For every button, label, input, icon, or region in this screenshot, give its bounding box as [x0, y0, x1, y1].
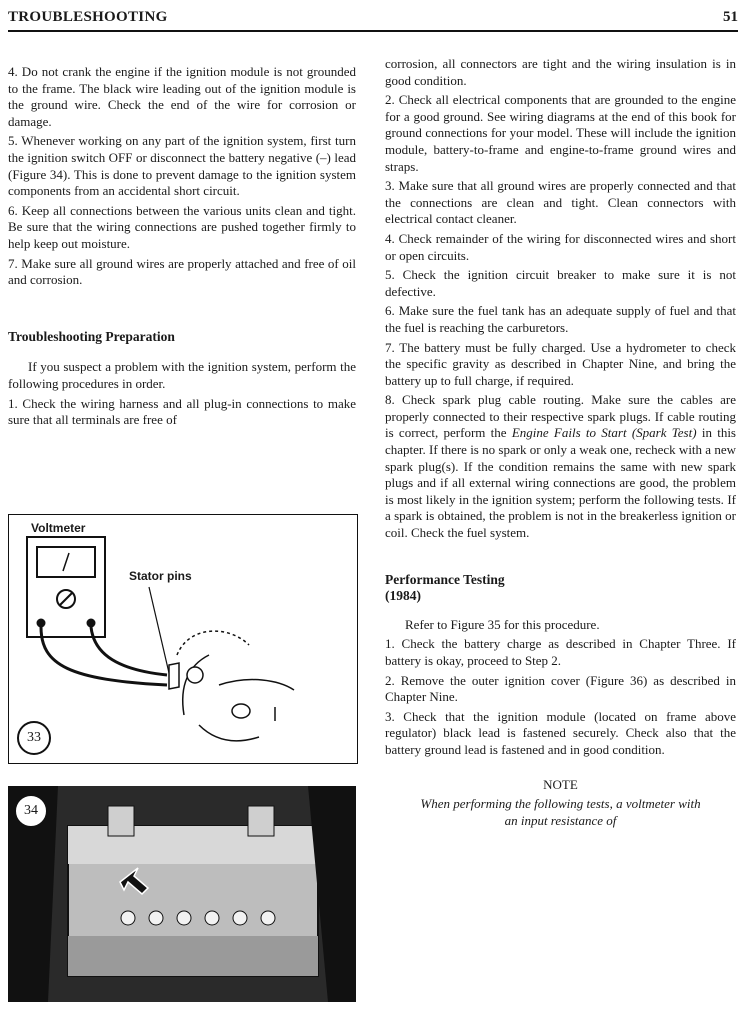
paragraph-prep-step-4: 4. Check remainder of the wiring for disconnected wires and short or open circuits. — [385, 230, 736, 263]
voltmeter-label: Voltmeter — [31, 521, 86, 535]
right-column — [385, 56, 736, 832]
paragraph-prep-step-1: 1. Check the wiring harness and all plug-in connections to make sure that all terminals are free of — [8, 395, 356, 428]
voltmeter-drawing — [9, 515, 357, 763]
paragraph-step-6: 6. Keep all connections between the various units clean and tight. Be sure that the wiring connections are pushed together firmly to help keep out moisture. — [8, 202, 356, 251]
paragraph-prep-step-3: 3. Make sure that all ground wires are properly connected and that the connections are clean and tight. Clean connectors with electrical contact cleaner. — [385, 178, 736, 227]
section-heading-performance — [385, 572, 736, 605]
paragraph-step-7: 7. Make sure all ground wires are properly attached and free of oil and corrosion. — [8, 255, 356, 288]
performance-heading-line-1: Performance Testing — [385, 571, 505, 587]
figure-33-voltmeter-diagram — [8, 514, 358, 764]
paragraph-prep-step-8 — [385, 392, 736, 541]
paragraph-step-5: 5. Whenever working on any part of the ignition system, first turn the ignition switch OFF or disconnect the battery negative (–) lead (Figure 34). This is done to prevent damage to the ignition system components from an accidental short circuit. — [8, 133, 356, 199]
figure-number-34: 34 — [14, 794, 48, 828]
paragraph-prep-step-5: 5. Check the ignition circuit breaker to make sure it is not defective. — [385, 267, 736, 299]
stator-pins-label: Stator pins — [129, 569, 192, 583]
paragraph-step-4: 4. Do not crank the engine if the ignition module is not grounded to the frame. The black wire leading out of the ignition module is the ground wire. Check the end of the wire for corrosion or damage. — [8, 64, 356, 129]
step-8-test-name: Engine Fails to Start (Spark Test) — [511, 425, 697, 441]
figure-number-33: 33 — [17, 721, 51, 755]
paragraph-perf-intro: Refer to Figure 35 for this procedure. — [405, 616, 600, 632]
section-heading-preparation: Troubleshooting Preparation — [8, 328, 175, 344]
paragraph-prep-step-7: 7. The battery must be fully charged. Use a hydrometer to check the specific gravity as described in Chapter Nine, and bring the battery up to full charge, if required. — [385, 339, 736, 388]
page-header — [8, 6, 738, 32]
paragraph-perf-step-2: 2. Remove the outer ignition cover (Figure 36) as described in Chapter Nine. — [385, 672, 736, 705]
battery-photo-drawing — [8, 786, 356, 1002]
running-head: TROUBLESHOOTING — [8, 9, 168, 25]
note-body: When performing the following tests, a voltmeter with an input resistance of — [420, 796, 701, 828]
performance-heading-line-2: (1984) — [385, 588, 421, 604]
paragraph-prep-intro: If you suspect a problem with the ignition system, perform the following procedures in order. — [8, 359, 356, 391]
paragraph-perf-step-1: 1. Check the battery charge as described in Chapter Three. If battery is okay, proceed to Step 2. — [385, 636, 736, 668]
figure-34-battery-photo — [8, 786, 356, 1002]
paragraph-perf-step-3: 3. Check that the ignition module (located on frame above regulator) black lead is fastened securely. Check also that the battery ground lead is fastened and in good condition. — [385, 708, 736, 757]
note-title: NOTE — [543, 776, 578, 792]
step-8-text-b: in this chapter. If there is no spark or only a weak one, recheck with a new spark plug(s). If the condition remains the same with new spark plugs and if all external wiring connections are good, the problem is most likely in the ignition system; perform the following tests. If a spark is obtained, the problem is not in the breakerless ignition or coil. Check the fuel system. — [385, 425, 736, 541]
step-8-text-a: 8. Check spark plug cable routing. Make sure the cables are properly connected to their respective spark plugs. If cable routing is correct, perform the — [385, 392, 736, 441]
paragraph-prep-step-6: 6. Make sure the fuel tank has an adequate supply of fuel and that the fuel is reaching the carburetors. — [385, 303, 736, 335]
left-column — [8, 64, 356, 432]
page-number: 51 — [723, 9, 738, 25]
paragraph-prep-step-1-cont: corrosion, all connectors are tight and the wiring insulation is in good condition. — [385, 56, 736, 88]
paragraph-prep-step-2: 2. Check all electrical components that are grounded to the engine for a good ground. See wiring diagrams at the end of this book for ground connections for your model. These will include the ignition module, battery-to-frame and engine-to-frame ground wires and straps. — [385, 92, 736, 174]
